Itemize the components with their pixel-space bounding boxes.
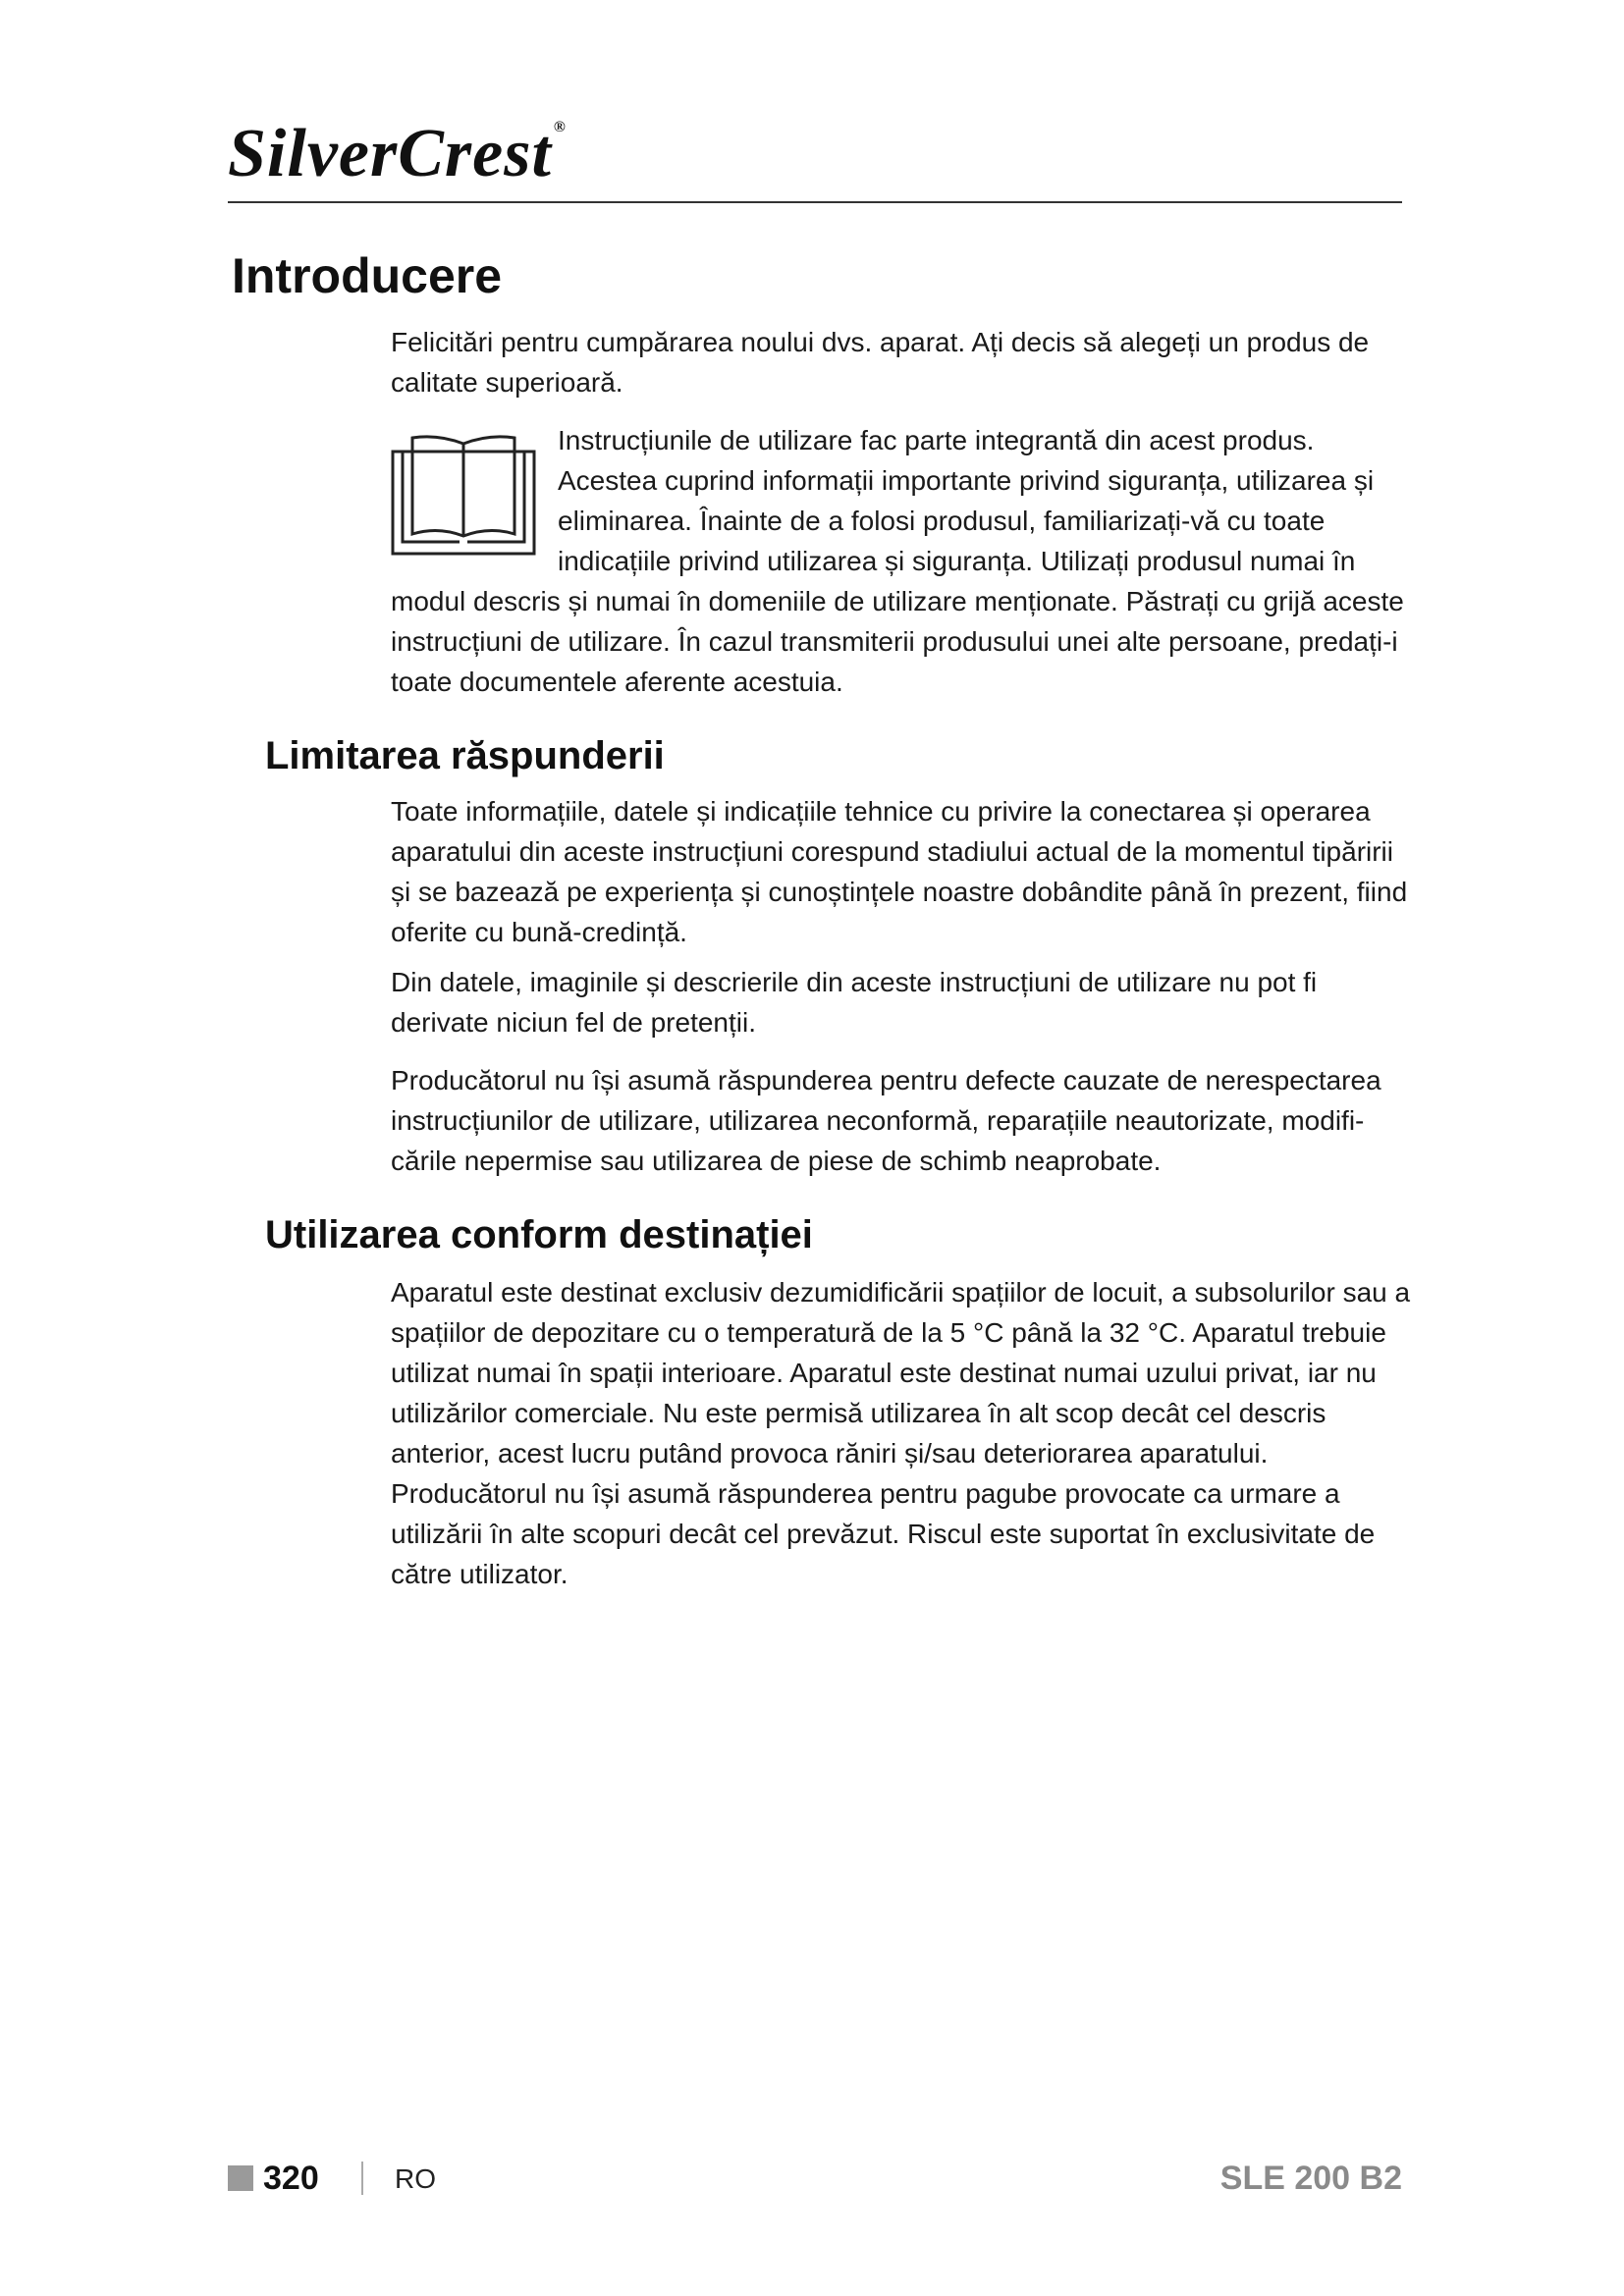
header-rule [228,201,1402,203]
section-title-intended-use: Utilizarea conform destinației [265,1213,813,1256]
intro-paragraph-1: Felicitări pentru cumpărarea noului dvs. aparat. Ați decis să alegeți un produs de calitate superioară. [391,327,1370,398]
model-number: SLE 200 B2 [1219,2160,1402,2197]
footer-square-mark [228,2165,253,2191]
page-footer [228,2160,1402,2199]
liability-paragraph-1: Toate informațiile, datele și indicațiile tehnice cu privire la conectarea și operarea aparatului din aceste instrucțiuni corespund stadiului actual de la momentul tipăririi și se bazează pe experiența și cunoștințele noastre dobândite până în prezent, fiind oferite cu bună-credință. [391,796,1408,947]
section-title-liability: Limitarea răspunderii [265,734,665,777]
page-number: 320 [263,2160,319,2197]
intended-use-paragraph: Aparatul este destinat exclusiv dezumidificării spațiilor de locuit, a subsolurilor sau a spațiilor de depozitare cu o temperatură de la 5 °C până la 32 °C. Aparatul trebuie utilizat numai în spații interioare. Aparatul este destinat numai uzului privat, iar nu utilizărilor comerciale. Nu este permisă utilizarea în alt scop decât cel descris anterior, acest lucru putând provoca răniri și/sau deteriorarea aparatului. Producătorul nu își asumă răspunderea pentru pagube provocate ca urmare a utilizării în alte scopuri decât cel prevăzut. Riscul este suportat în exclusivitate de către utilizator. [391,1277,1411,1589]
brand-logo [228,116,567,191]
liability-paragraph-2: Din datele, imaginile și descrierile din aceste instrucțiuni de utilizare nu pot fi derivate niciun fel de pretenții. [391,967,1318,1038]
footer-separator [361,2162,363,2195]
section-title-intro: Introducere [232,248,503,303]
intro-paragraph-2: Instrucțiunile de utilizare fac parte integrantă din acest produs. Acestea cuprind informații importante privind siguranța, utilizarea și eliminarea. Înainte de a folosi produsul, familiarizați-vă cu toate indicațiile privind utilizarea și siguranța. Utilizați produsul numai în [558,425,1375,576]
liability-paragraph-3: Producătorul nu își asumă răspunderea pentru defecte cauzate de nerespectarea instrucțiunilor de utilizare, utilizarea neconformă, reparațiile neautorizate, modifi-cările nepermise sau utilizarea de piese de schimb neaprobate. [391,1065,1381,1176]
book-icon [389,432,538,558]
brand-name: SilverCrest [228,116,552,191]
language-code: RO [395,2163,436,2194]
registered-mark: ® [553,119,567,135]
intro-paragraph-2-continued: modul descris și numai în domeniile de utilizare menționate. Păstrați cu grijă aceste instrucțiuni de utilizare. În cazul transmiterii produsului unei alte persoane, predați-i toate documentele aferente acestuia. [391,586,1404,697]
